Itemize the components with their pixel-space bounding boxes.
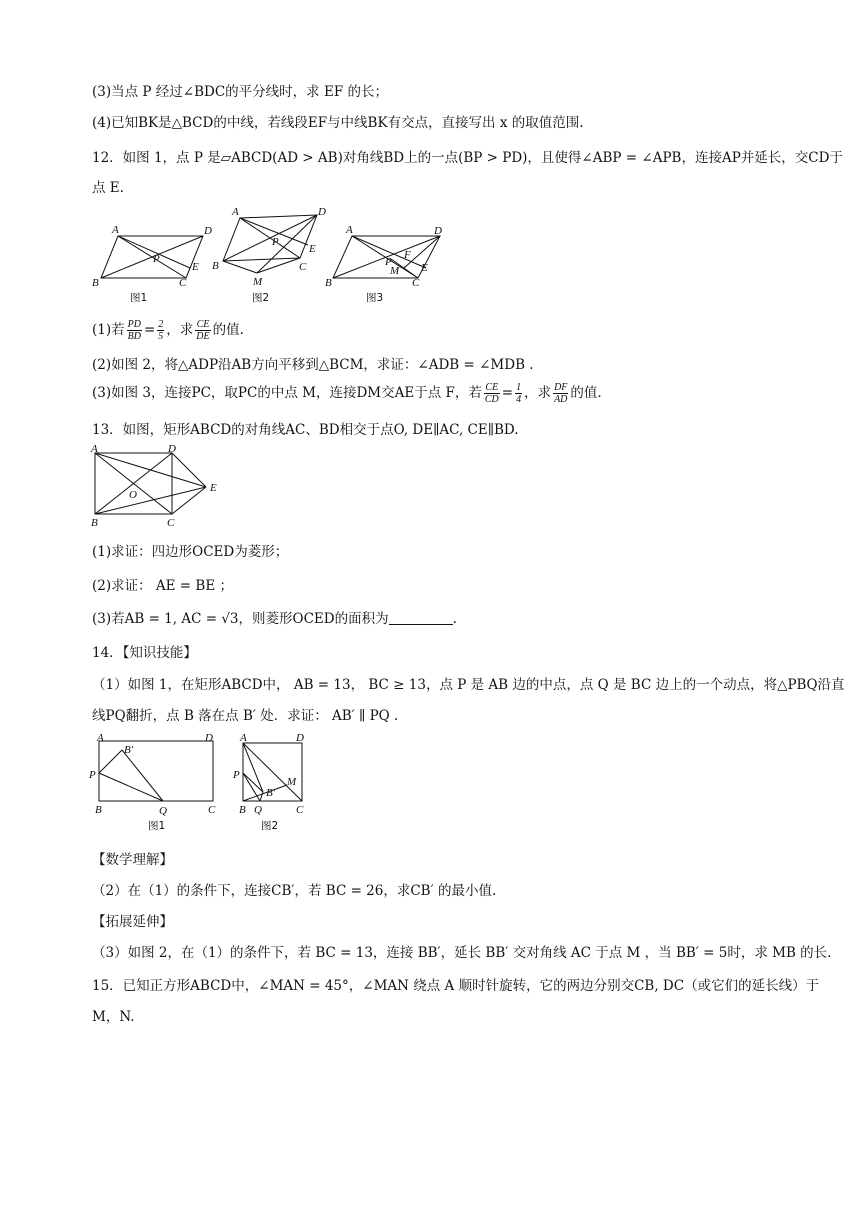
label-B: B [325,277,332,289]
label-B: B [239,804,246,816]
q14-part1-line1: （1）如图 1，在矩形ABCD中， AB = 13， BC ≥ 13，点 P 是 AB 边的中点，点 Q 是 BC 边上的一个动点，将△PBQ沿直 [92,677,845,693]
label-C: C [299,261,307,273]
label-E: E [192,261,199,273]
q12-part2: (2)如图 2，将△ADP沿AB方向平移到△BCM，求证：∠ADB = ∠MDB . [92,357,534,373]
fig3-caption: 图3 [366,292,384,304]
label-D: D [296,732,304,744]
label-P: P [233,769,240,781]
q14-part3: （3）如图 2，在（1）的条件下，若 BC = 13，连接 BB′，延长 BB′ 交对角线 AC 于点 M ，当 BB′ = 5时，求 MB 的长. [92,945,832,961]
q13-stem: 13．如图，矩形ABCD的对角线AC、BD相交于点O, DE∥AC, CE∥BD. [92,422,519,438]
label-B: B [212,260,219,272]
label-P: P [89,769,96,781]
label-B: B [91,517,98,529]
label-E: E [309,243,316,255]
fig2-caption: 图2 [261,820,279,832]
q14-figure-1 [88,733,228,833]
label-C: C [167,517,175,529]
q12-stem-line1: 12．如图 1，点 P 是▱ABCD(AD > AB)对角线BD上的一点(BP > PD)，且使得∠ABP = ∠APB，连接AP并延长，交CD于 [92,150,843,166]
label-P: P [272,236,279,248]
fig1-caption: 图1 [130,292,148,304]
label-A: A [91,443,98,455]
label-A: A [97,732,104,744]
q15-stem-line2: M，N. [92,1009,135,1025]
q12-figure-1 [90,222,215,312]
fig1-caption: 图1 [148,820,166,832]
q14-heading: 14．【知识技能】 [92,645,197,661]
q14-section-extension: 【拓展延伸】 [92,914,173,930]
label-Q: Q [159,805,167,817]
q11-part4: (4)已知BK是△BCD的中线，若线段EF与中线BK有交点，直接写出 x 的取值范围. [92,115,584,131]
label-P: P [385,256,392,268]
q14-section-understanding: 【数学理解】 [92,852,173,868]
label-P: P [153,253,160,265]
label-A: A [346,224,353,236]
q12-stem-line2: 点 E. [92,180,124,196]
label-Q: Q [254,804,262,816]
label-A: A [240,732,247,744]
q13-part1: (1)求证：四边形OCED为菱形； [92,544,289,560]
label-M: M [287,776,297,788]
label-C: C [296,804,304,816]
q11-part3: (3)当点 P 经过∠BDC的平分线时，求 EF 的长； [92,84,388,100]
label-A: A [112,224,119,236]
q12-part3: (3)如图 3，连接PC，取PC的中点 M，连接DM交AE于点 F，若 $\frac{CE}{CD}$ = $\frac{1}{4}$ ，求 $\frac{DF}{AD}$ 的值. [92,382,602,405]
label-A: A [232,206,239,218]
fig2-caption: 图2 [252,292,270,304]
label-D: D [205,732,213,744]
label-C: C [412,277,420,289]
label-M: M [253,276,263,288]
q15-stem-line1: 15．已知正方形ABCD中，∠MAN = 45°，∠MAN 绕点 A 顺时针旋转，它的两边分别交CB, DC（或它们的延长线）于 [92,978,820,994]
label-E: E [210,482,217,494]
label-C: C [208,804,216,816]
q12-figure-2 [212,205,337,312]
label-O: O [129,489,137,501]
q12-figure-3 [322,222,447,312]
label-C: C [179,277,187,289]
label-Bprime: B′ [124,744,134,756]
label-M: M [390,265,400,277]
answer-blank [389,610,453,625]
q13-part3: (3)若AB = 1, AC = √3，则菱形OCED的面积为 . [92,611,457,627]
label-D: D [434,225,442,237]
q12-part1: (1)若 $\frac{PD}{BD}$ = $\frac{2}{5}$ ，求 $\frac{CE}{DE}$ 的值. [92,319,244,342]
label-B: B [92,277,99,289]
label-E: E [421,262,428,274]
label-B: B [95,804,102,816]
q14-part1-line2: 线PQ翻折，点 B 落在点 B′ 处．求证： AB′ ∥ PQ . [92,708,399,724]
q13-part2: (2)求证： AE = BE ； [92,578,233,594]
label-Bprime: B′ [266,787,276,799]
label-D: D [168,443,176,455]
q14-part2: （2）在（1）的条件下，连接CB′，若 BC = 26，求CB′ 的最小值. [92,883,497,899]
q14-figure-2 [232,733,322,833]
q13-figure [88,443,228,530]
label-D: D [318,206,326,218]
label-F: F [404,249,411,261]
label-D: D [204,225,212,237]
